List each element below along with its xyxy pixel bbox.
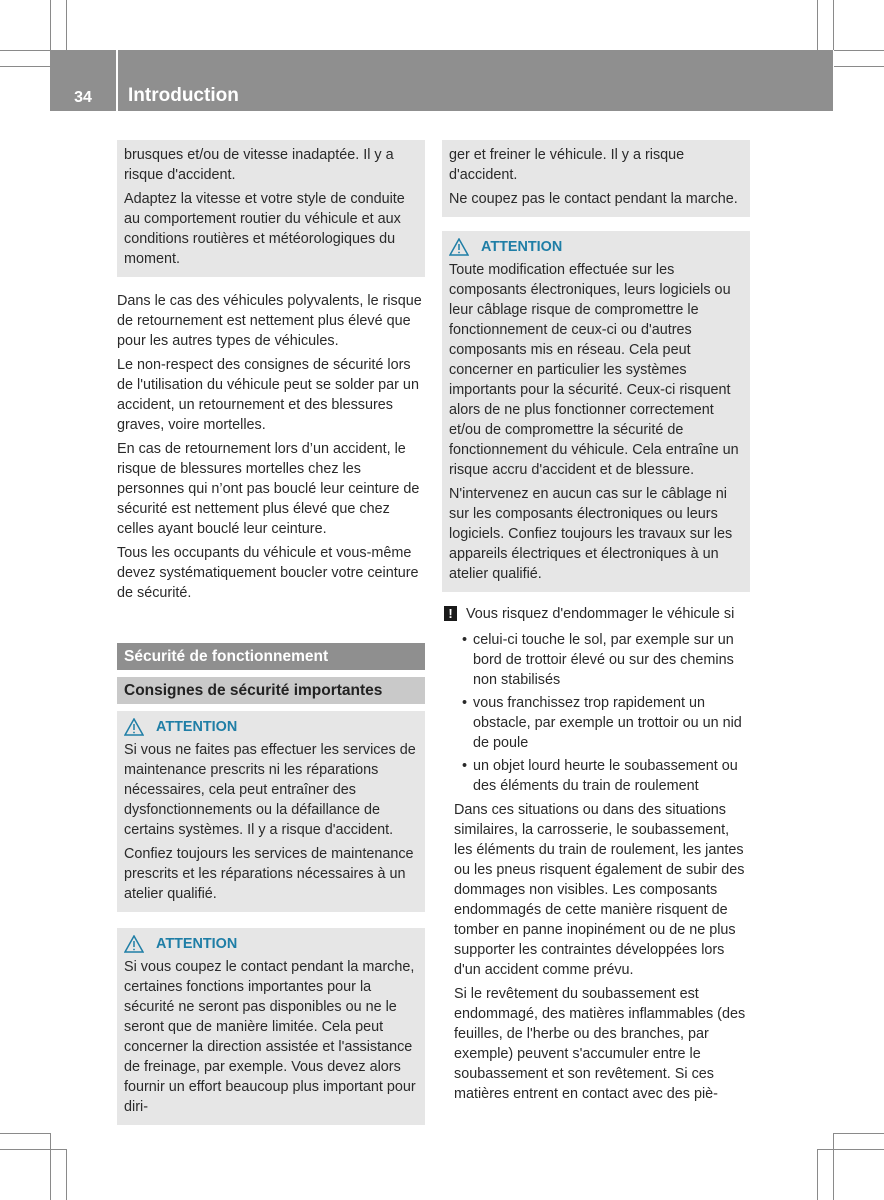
crop-mark (834, 66, 884, 67)
attention-label: ATTENTION (156, 936, 238, 952)
crop-mark (50, 1133, 51, 1200)
box-paragraph: Adaptez la vitesse et votre style de conduite au comportement routier du véhicule et aux conditions routières et météorologiques du moment. (124, 191, 405, 267)
warning-box-continuation (117, 140, 425, 277)
page-header (50, 50, 833, 111)
notice-paragraph: Dans ces situations ou dans des situations similaires, la carrosserie, le soubassement, les éléments du train de roulement, les jantes ou les pneus risquent également de subir des dommages non visibles. Les composants endommagés de cette manière risquent de tomber en panne inopinément ou de ne plus supporter les contraintes développées lors d'un accident comme prévu. (454, 802, 745, 978)
box-paragraph: ger et freiner le véhicule. Il y a risque d'accident. (449, 147, 685, 183)
page-number: 34 (74, 89, 92, 106)
subsection-heading: Consignes de sécurité importantes (117, 677, 425, 704)
crop-mark (817, 0, 818, 50)
crop-mark (834, 1133, 884, 1134)
warning-paragraph: Toute modification effectuée sur les composants électroniques, leurs logiciels ou leur câblage risque de compromettre le fonctionnement de ceux-ci ou d'autres composants mis en réseau. Cela peut concerner en particulier les systèmes importants pour la sécurité. Ceux-ci risquent alors de ne plus fonctionner correctement et/ou de compromettre la sécurité de fonctionnement du véhicule. Cela entraîne un risque accru d'accident et de blessure. (449, 262, 739, 478)
crop-mark (0, 1133, 50, 1134)
crop-mark (0, 1149, 66, 1150)
warning-box-continuation (442, 140, 750, 217)
crop-mark (817, 1149, 884, 1150)
header-divider (116, 50, 118, 111)
chapter-title: Introduction (128, 85, 239, 106)
list-item: • vous franchissez trop rapidement un obstacle, par exemple un trottoir ou un nid de poule (462, 693, 750, 753)
crop-mark (66, 1149, 67, 1200)
box-paragraph: brusques et/ou de vitesse inadaptée. Il y a risque d'accident. (124, 147, 394, 183)
notice-paragraph: Si le revêtement du soubassement est endommagé, des matières inflammables (des feuilles, de l'herbe ou des branches, par exemple) peuvent s'accumuler entre le soubassement et son revêtement. Si ces matières entrent en contact avec des piè- (454, 986, 746, 1102)
crop-mark (833, 1133, 834, 1200)
crop-mark (817, 1149, 818, 1200)
warning-triangle-icon (124, 718, 144, 736)
notice-intro (442, 604, 750, 628)
warning-paragraph: N'intervenez en aucun cas sur le câblage ni sur les composants électroniques ou leurs logiciels. Confiez toujours les travaux sur les appareils électriques et électroniques à un atelier qualifié. (449, 486, 733, 582)
warning-paragraph: Confiez toujours les services de maintenance prescrits et les réparations nécessaires à un atelier qualifié. (124, 846, 414, 902)
attention-label: ATTENTION (481, 239, 563, 255)
warning-box (117, 711, 425, 912)
attention-label: ATTENTION (156, 719, 238, 735)
list-item: • celui-ci touche le sol, par exemple sur un bord de trottoir élevé ou sur des chemins non stabilisés (462, 630, 750, 690)
crop-mark (0, 66, 50, 67)
body-paragraph: En cas de retournement lors d’un accident, le risque de blessures mortelles chez les personnes qui n’ont pas bouclé leur ceinture de sécurité est nettement plus élevé que chez celles ayant bouclé leur ceinture. (117, 441, 420, 537)
warning-box (117, 928, 425, 1125)
crop-mark (834, 50, 884, 51)
notice-bullet-list (442, 630, 750, 796)
crop-mark (66, 0, 67, 50)
list-item: • un objet lourd heurte le soubassement ou des éléments du train de roulement (462, 756, 750, 796)
body-paragraph: Dans le cas des véhicules polyvalents, le risque de retournement est nettement plus élevé que pour les autres types de véhicules. (117, 293, 422, 349)
warning-triangle-icon (124, 935, 144, 953)
crop-mark (0, 50, 50, 51)
body-paragraph: Tous les occupants du véhicule et vous-même devez systématiquement boucler votre ceinture de sécurité. (117, 545, 419, 601)
notice-text: Vous risquez d'endommager le véhicule si (466, 606, 735, 622)
warning-paragraph: Si vous ne faites pas effectuer les services de maintenance prescrits ni les réparations nécessaires, cela peut entraîner des dysfonctionnements ou la défaillance de certains systèmes. Il y a risque d'accident. (124, 742, 416, 838)
exclamation-icon: ! (444, 606, 457, 621)
right-column (442, 140, 750, 1108)
crop-mark (833, 0, 834, 50)
warning-box (442, 231, 750, 592)
section-heading: Sécurité de fonctionnement (117, 643, 425, 670)
warning-triangle-icon (449, 238, 469, 256)
left-column (117, 140, 425, 1125)
body-paragraph: Le non-respect des consignes de sécurité lors de l'utilisation du véhicule peut se solder par un accident, un retournement et des blessures graves, voire mortelles. (117, 357, 419, 433)
crop-mark (50, 0, 51, 50)
warning-paragraph: Si vous coupez le contact pendant la marche, certaines fonctions importantes pour la sécurité ne seront pas disponibles ou ne le seront que de manière limitée. Cela peut concerner la direction assistée et l'assistance de freinage, par exemple. Vous devez alors fournir un effort beaucoup plus important pour diri- (124, 959, 416, 1115)
box-paragraph: Ne coupez pas le contact pendant la marche. (449, 191, 738, 207)
